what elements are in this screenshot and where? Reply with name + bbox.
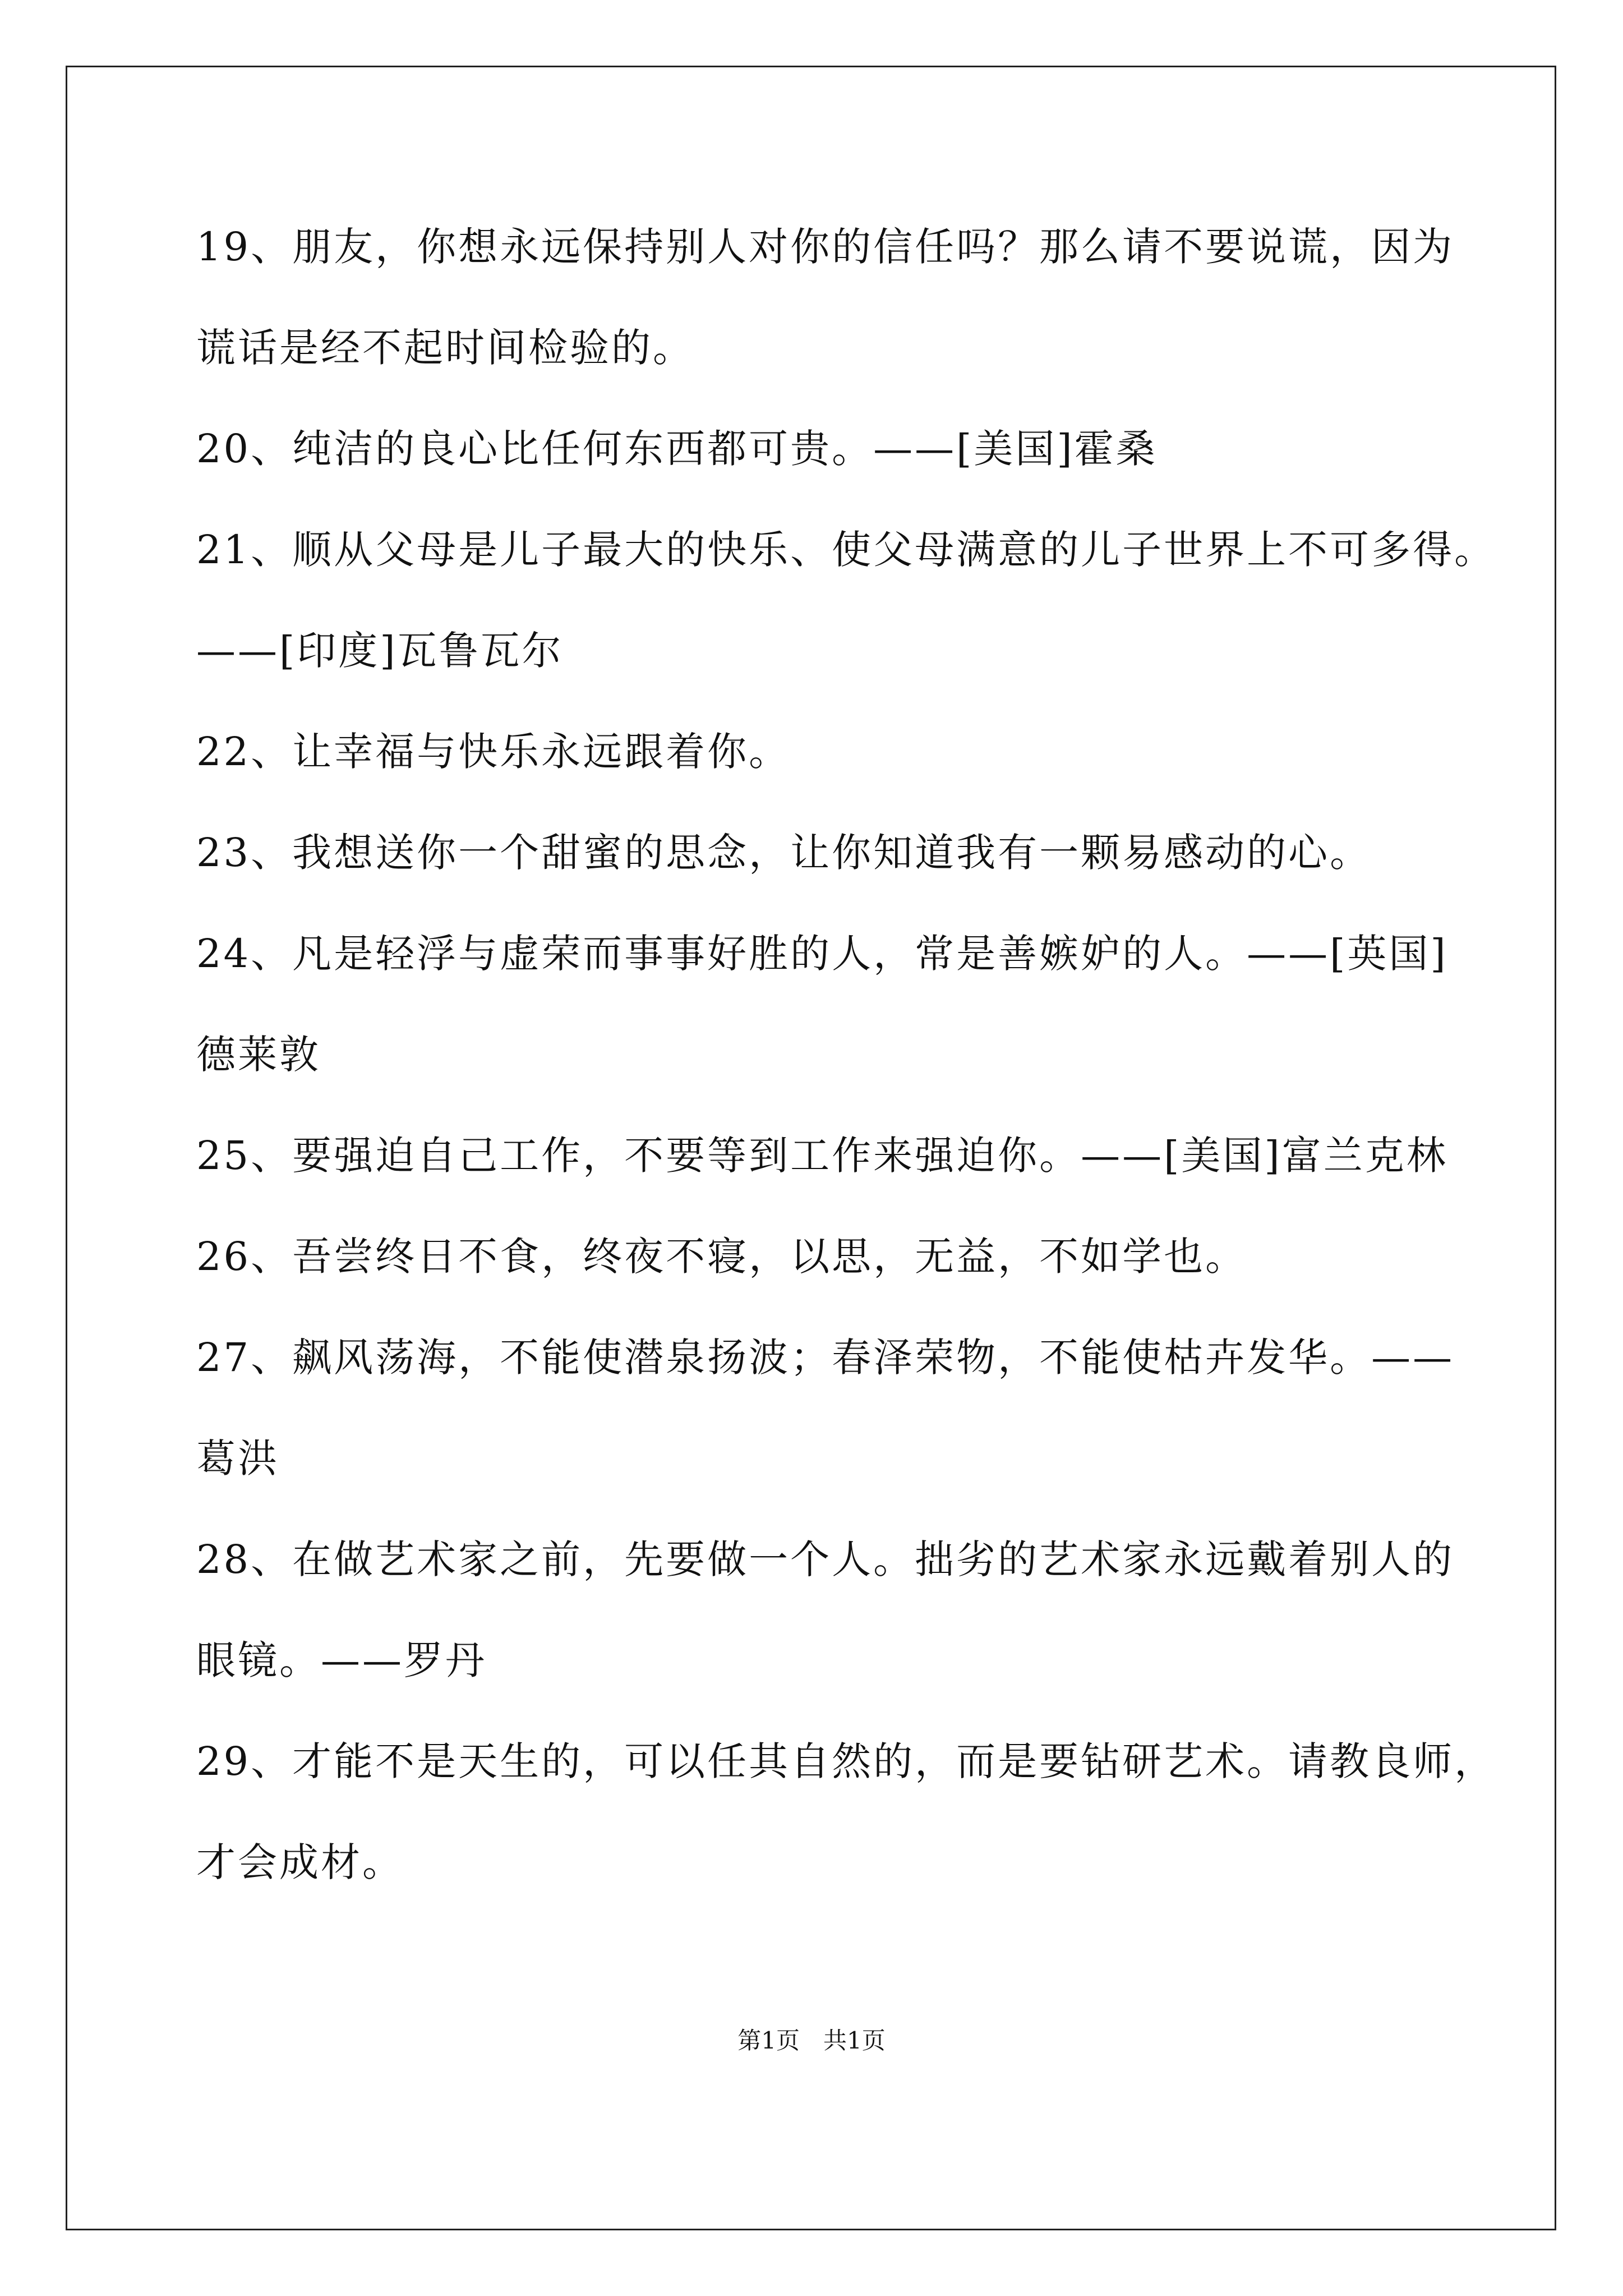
text-line: 21、顺从父母是儿子最大的快乐、使父母满意的儿子世界上不可多得。	[196, 527, 1496, 573]
text-line: 26、吾尝终日不食，终夜不寝，以思，无益，不如学也。	[196, 1234, 1247, 1280]
text-line: ——[印度]瓦鲁瓦尔	[196, 628, 564, 674]
text-line: 德莱敦	[196, 1032, 321, 1078]
text-line: 眼镜。——罗丹	[196, 1637, 487, 1683]
text-line: 才会成材。	[196, 1839, 404, 1885]
text-line: 20、纯洁的良心比任何东西都可贵。——[美国]霍桑	[196, 426, 1158, 472]
text-line: 27、飙风荡海，不能使潜泉扬波；春泽荣物，不能使枯卉发华。——	[196, 1335, 1455, 1381]
text-line: 19、朋友，你想永远保持别人对你的信任吗？那么请不要说谎，因为	[196, 224, 1455, 270]
text-line: 24、凡是轻浮与虚荣而事事好胜的人，常是善嫉妒的人。——[英国]	[196, 931, 1448, 977]
text-line: 23、我想送你一个甜蜜的思念，让你知道我有一颗易感动的心。	[196, 830, 1372, 876]
page-footer: 第1页 共1页	[737, 2027, 886, 2054]
text-line: 22、让幸福与快乐永远跟着你。	[196, 729, 791, 775]
text-line: 25、要强迫自己工作，不要等到工作来强迫你。——[美国]富兰克林	[196, 1133, 1448, 1179]
text-line: 28、在做艺术家之前，先要做一个人。拙劣的艺术家永远戴着别人的	[196, 1536, 1455, 1582]
text-line: 葛洪	[196, 1435, 279, 1481]
text-line: 29、才能不是天生的，可以任其自然的，而是要钻研艺术。请教良师，	[196, 1738, 1496, 1784]
text-line: 谎话是经不起时间检验的。	[196, 325, 694, 371]
